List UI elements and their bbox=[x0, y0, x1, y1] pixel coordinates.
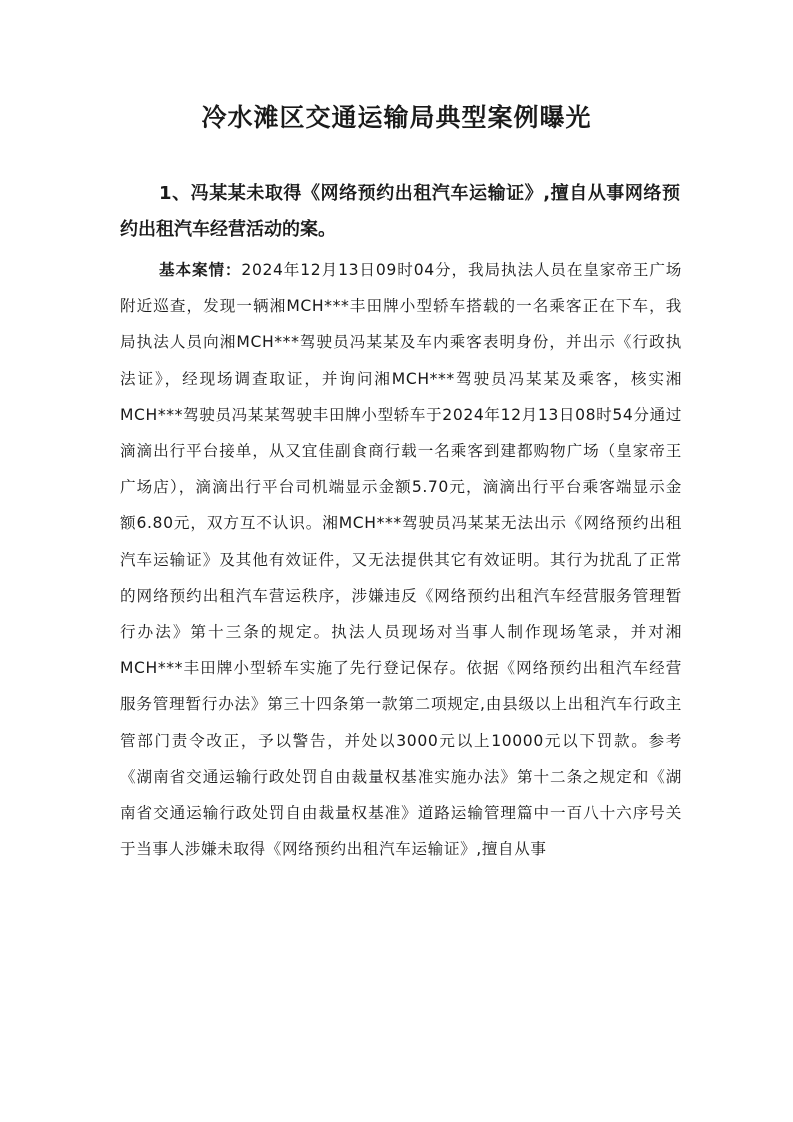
case-basic-facts-paragraph bbox=[120, 252, 682, 867]
case-heading: 1、冯某某未取得《网络预约出租汽车运输证》,擅自从事网络预约出租汽车经营活动的案。 bbox=[120, 183, 680, 240]
document-title: 冷水滩区交通运输局典型案例曝光 bbox=[201, 103, 592, 132]
basic-facts-label: 基本案情： bbox=[159, 261, 242, 279]
basic-facts-text: 2024年12月13日09时04分，我局执法人员在皇家帝王广场附近巡查，发现一辆湘MCH***丰田牌小型轿车搭载的一名乘客正在下车，我局执法人员向湘MCH***驾驶员冯某某及车内乘客表明身份，并出示《行政执法证》，经现场调查取证，并询问湘MCH***驾驶员冯某某及乘客，核实湘MCH***驾驶员冯某某驾驶丰田牌小型轿车于2024年12月13日08时54分通过滴滴出行平台接单，从又宜佳副食商行载一名乘客到建都购物广场（皇家帝王广场店），滴滴出行平台司机端显示金额5.70元，滴滴出行平台乘客端显示金额6.80元，双方互不认识。湘MCH***驾驶员冯某某无法出示《网络预约出租汽车运输证》及其他有效证件，又无法提供其它有效证明。其行为扰乱了正常的网络预约出租汽车营运秩序，涉嫌违反《网络预约出租汽车经营服务管理暂行办法》第十三条的规定。执法人员现场对当事人制作现场笔录，并对湘MCH***丰田牌小型轿车实施了先行登记保存。依据《网络预约出租汽车经营服务管理暂行办法》第三十四条第一款第二项规定,由县级以上出租汽车行政主管部门责令改正，予以警告，并处以3000元以上10000元以下罚款。参考《湖南省交通运输行政处罚自由裁量权基准实施办法》第十二条之规定和《湖南省交通运输行政处罚自由裁量权基准》道路运输管理篇中一百八十六序号关于当事人涉嫌未取得《网络预约出租汽车运输证》,擅自从事 bbox=[120, 261, 682, 859]
